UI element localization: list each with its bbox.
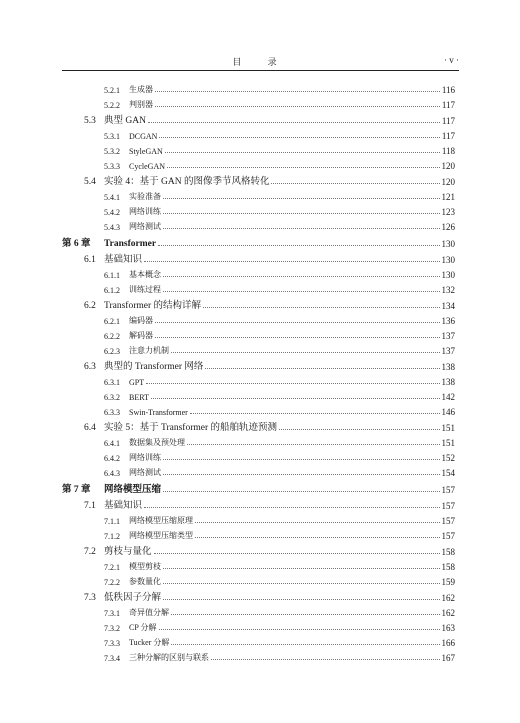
toc-entry-page: 116 — [441, 85, 455, 95]
toc-section-entry[interactable] — [62, 171, 455, 187]
toc-entry-number: 第 7 章 — [62, 485, 91, 495]
toc-entry-page: 120 — [441, 161, 455, 171]
toc-entry-page: 158 — [441, 562, 455, 572]
toc-leader-dots — [211, 659, 440, 660]
toc-leader-dots — [163, 568, 440, 569]
toc-entry-title: 网络训练 — [129, 207, 161, 216]
toc-leader-dots — [163, 213, 440, 214]
toc-entry-page: 130 — [441, 255, 455, 265]
toc-entry-number: 6.4.1 — [104, 439, 120, 448]
toc-subsection-entry[interactable] — [62, 433, 455, 448]
toc-entry-number: 6.2 — [84, 301, 96, 311]
toc-entry-number: 5.3.2 — [104, 147, 120, 156]
toc-subsection-entry[interactable] — [62, 141, 455, 156]
toc-entry-title: Transformer 的结构详解 — [104, 301, 202, 311]
toc-entry-page: 138 — [441, 362, 455, 372]
toc-entry-number: 6.4 — [84, 423, 96, 433]
toc-entry-number: 6.2.1 — [104, 317, 120, 326]
toc-entry-title: 网络测试 — [129, 468, 161, 477]
toc-entry-number: 7.1.2 — [104, 532, 120, 541]
toc-entry-page: 137 — [441, 346, 455, 356]
toc-subsection-entry[interactable] — [62, 80, 455, 95]
toc-entry-title: 基础知识 — [104, 501, 143, 511]
toc-entry-page: 157 — [441, 485, 455, 495]
toc-entry-page: 162 — [441, 608, 455, 618]
toc-entry-title: 参数量化 — [129, 577, 161, 586]
toc-entry-title: Transformer — [104, 239, 157, 249]
toc-entry-title: 三种分解的区别与联系 — [129, 653, 209, 662]
toc-entry-page: 130 — [441, 270, 455, 280]
toc-entry-number: 7.1 — [84, 501, 96, 511]
toc-subsection-entry[interactable] — [62, 280, 455, 295]
toc-leader-dots — [151, 398, 440, 399]
toc-entry-number: 7.3.4 — [104, 654, 120, 663]
toc-section-entry[interactable] — [62, 295, 455, 311]
toc-section-entry[interactable] — [62, 587, 455, 603]
toc-entry-title: 网络模型压缩 — [104, 485, 162, 495]
toc-subsection-entry[interactable] — [62, 217, 455, 232]
toc-entry-number: 7.3.3 — [104, 639, 120, 648]
toc-entry-title: 模型剪枝 — [129, 562, 161, 571]
toc-subsection-entry[interactable] — [62, 463, 455, 478]
toc-entry-title: 基础知识 — [104, 255, 143, 265]
toc-entry-page: 142 — [441, 392, 455, 402]
toc-subsection-entry[interactable] — [62, 372, 455, 387]
toc-entry-title: 训练过程 — [129, 285, 161, 294]
toc-entry-page: 163 — [441, 623, 455, 633]
toc-entry-title: DCGAN — [129, 132, 158, 141]
toc-leader-dots — [187, 444, 440, 445]
toc-subsection-entry[interactable] — [62, 202, 455, 217]
toc-leader-dots — [159, 137, 439, 138]
toc-entry-title: 典型 GAN — [104, 116, 146, 126]
toc-subsection-entry[interactable] — [62, 402, 455, 417]
table-of-contents — [62, 80, 455, 663]
toc-leader-dots — [159, 629, 440, 630]
toc-entry-number: 6.3.1 — [104, 378, 120, 387]
toc-subsection-entry[interactable] — [62, 265, 455, 280]
toc-entry-title: 基本概念 — [129, 270, 161, 279]
toc-entry-page: 146 — [441, 407, 455, 417]
toc-subsection-entry[interactable] — [62, 603, 455, 618]
toc-leader-dots — [163, 491, 439, 492]
toc-leader-dots — [155, 91, 440, 92]
toc-section-entry[interactable] — [62, 249, 455, 265]
toc-subsection-entry[interactable] — [62, 387, 455, 402]
page-header — [62, 55, 459, 69]
toc-subsection-entry[interactable] — [62, 633, 455, 648]
toc-entry-page: 157 — [441, 531, 455, 541]
toc-entry-page: 126 — [441, 222, 455, 232]
toc-leader-dots — [163, 276, 440, 277]
toc-entry-number: 7.3 — [84, 593, 96, 603]
toc-entry-title: Swin-Transformer — [129, 408, 188, 417]
toc-subsection-entry[interactable] — [62, 511, 455, 526]
toc-leader-dots — [279, 429, 439, 430]
toc-leader-dots — [144, 261, 439, 262]
toc-entry-number: 5.4.3 — [104, 223, 120, 232]
toc-entry-title: 生成器 — [129, 85, 153, 94]
toc-entry-page: 137 — [441, 331, 455, 341]
toc-entry-title: 低秩因子分解 — [104, 593, 162, 603]
toc-entry-number: 6.3.3 — [104, 408, 120, 417]
toc-entry-number: 7.3.2 — [104, 624, 120, 633]
toc-entry-number: 6.2.3 — [104, 347, 120, 356]
toc-entry-page: 117 — [441, 131, 455, 141]
toc-leader-dots — [195, 522, 440, 523]
toc-entry-title: 网络训练 — [129, 453, 161, 462]
toc-section-entry[interactable] — [62, 541, 455, 557]
toc-leader-dots — [195, 537, 440, 538]
toc-entry-page: 154 — [441, 468, 455, 478]
toc-subsection-entry[interactable] — [62, 126, 455, 141]
toc-subsection-entry[interactable] — [62, 311, 455, 326]
toc-entry-number: 5.4.1 — [104, 193, 120, 202]
toc-entry-number: 5.2.2 — [104, 101, 120, 110]
toc-subsection-entry[interactable] — [62, 95, 455, 110]
toc-entry-number: 6.1.1 — [104, 271, 120, 280]
toc-leader-dots — [163, 474, 440, 475]
toc-entry-number: 7.2.1 — [104, 563, 120, 572]
toc-leader-dots — [155, 106, 440, 107]
toc-entry-title: 解码器 — [129, 331, 153, 340]
toc-leader-dots — [190, 413, 440, 414]
toc-entry-title: 实验准备 — [129, 192, 161, 201]
toc-entry-page: 123 — [441, 207, 455, 217]
toc-leader-dots — [205, 368, 439, 369]
toc-subsection-entry[interactable] — [62, 648, 455, 663]
toc-entry-number: 6.1.2 — [104, 286, 120, 295]
toc-entry-number: 5.3.1 — [104, 132, 120, 141]
toc-entry-title: CycleGAN — [129, 162, 165, 171]
toc-subsection-entry[interactable] — [62, 526, 455, 541]
toc-entry-number: 7.3.1 — [104, 609, 120, 618]
toc-entry-number: 6.3 — [84, 362, 96, 372]
toc-entry-title: 实验 4：基于 GAN 的图像季节风格转化 — [104, 177, 270, 187]
toc-entry-number: 5.4.2 — [104, 208, 120, 217]
toc-entry-number: 5.4 — [84, 177, 96, 187]
toc-subsection-entry[interactable] — [62, 341, 455, 356]
toc-leader-dots — [163, 228, 440, 229]
toc-section-entry[interactable] — [62, 417, 455, 433]
header-title: 目 录 — [232, 57, 289, 67]
toc-entry-number: 7.2 — [84, 547, 96, 557]
toc-entry-page: 118 — [441, 146, 455, 156]
toc-leader-dots — [163, 291, 440, 292]
toc-leader-dots — [154, 553, 440, 554]
toc-entry-title: 奇异值分解 — [129, 608, 169, 617]
toc-entry-number: 6.2.2 — [104, 332, 120, 341]
toc-entry-page: 151 — [441, 423, 455, 433]
toc-leader-dots — [163, 459, 440, 460]
header-rule — [62, 70, 459, 71]
toc-entry-number: 6.4.2 — [104, 454, 120, 463]
toc-entry-page: 152 — [441, 453, 455, 463]
toc-entry-page: 158 — [441, 547, 455, 557]
toc-entry-title: 实验 5：基于 Transformer 的船舶轨迹预测 — [104, 423, 278, 433]
toc-entry-page: 120 — [441, 177, 455, 187]
toc-leader-dots — [271, 183, 439, 184]
toc-leader-dots — [163, 198, 440, 199]
toc-chapter-entry[interactable] — [62, 478, 455, 495]
toc-entry-page: 157 — [441, 501, 455, 511]
toc-entry-title: BERT — [129, 393, 149, 402]
toc-subsection-entry[interactable] — [62, 557, 455, 572]
toc-entry-title: 数据集及预处理 — [129, 438, 185, 447]
toc-entry-page: 167 — [441, 653, 455, 663]
toc-entry-page: 134 — [441, 301, 455, 311]
toc-entry-page: 151 — [441, 438, 455, 448]
toc-subsection-entry[interactable] — [62, 618, 455, 633]
toc-entry-title: 判别器 — [129, 100, 153, 109]
toc-entry-number: 7.1.1 — [104, 517, 120, 526]
toc-subsection-entry[interactable] — [62, 448, 455, 463]
toc-entry-number: 5.3 — [84, 116, 96, 126]
toc-entry-title: 网络模型压缩类型 — [129, 531, 193, 540]
toc-entry-page: 121 — [441, 192, 455, 202]
toc-entry-page: 159 — [441, 577, 455, 587]
toc-section-entry[interactable] — [62, 495, 455, 511]
toc-entry-page: 166 — [441, 638, 455, 648]
toc-entry-number: 6.4.3 — [104, 469, 120, 478]
toc-leader-dots — [171, 352, 440, 353]
toc-entry-page: 162 — [441, 593, 455, 603]
toc-entry-title: CP 分解 — [129, 623, 157, 632]
toc-subsection-entry[interactable] — [62, 326, 455, 341]
toc-entry-page: 130 — [441, 239, 455, 249]
toc-entry-number: 6.1 — [84, 255, 96, 265]
toc-section-entry[interactable] — [62, 110, 455, 126]
toc-subsection-entry[interactable] — [62, 187, 455, 202]
header-page-number: · v · — [444, 55, 459, 65]
toc-entry-title: 编码器 — [129, 316, 153, 325]
toc-entry-title: StyleGAN — [129, 147, 163, 156]
toc-entry-page: 117 — [441, 100, 455, 110]
toc-entry-number: 6.3.2 — [104, 393, 120, 402]
toc-entry-number: 5.2.1 — [104, 86, 120, 95]
toc-entry-title: 典型的 Transformer 网络 — [104, 362, 204, 372]
toc-entry-number: 第 6 章 — [62, 239, 91, 249]
toc-leader-dots — [155, 337, 440, 338]
toc-entry-number: 7.2.2 — [104, 578, 120, 587]
toc-leader-dots — [163, 583, 440, 584]
toc-entry-page: 157 — [441, 516, 455, 526]
toc-leader-dots — [146, 383, 439, 384]
toc-entry-title: GPT — [129, 378, 145, 387]
toc-section-entry[interactable] — [62, 356, 455, 372]
toc-entry-title: 网络测试 — [129, 222, 161, 231]
toc-leader-dots — [158, 245, 439, 246]
toc-leader-dots — [203, 307, 439, 308]
toc-leader-dots — [171, 614, 440, 615]
toc-entry-page: 136 — [441, 316, 455, 326]
toc-entry-title: Tucker 分解 — [129, 638, 170, 647]
toc-leader-dots — [165, 152, 440, 153]
toc-subsection-entry[interactable] — [62, 572, 455, 587]
toc-chapter-entry[interactable] — [62, 232, 455, 249]
toc-entry-title: 剪枝与量化 — [104, 547, 152, 557]
toc-leader-dots — [163, 599, 439, 600]
toc-leader-dots — [171, 644, 439, 645]
toc-leader-dots — [167, 167, 440, 168]
toc-entry-page: 138 — [441, 377, 455, 387]
toc-entry-page: 132 — [441, 285, 455, 295]
toc-entry-title: 网络模型压缩原理 — [129, 516, 193, 525]
toc-leader-dots — [148, 122, 440, 123]
toc-entry-title: 注意力机制 — [129, 346, 169, 355]
toc-leader-dots — [144, 507, 439, 508]
toc-entry-page: 117 — [441, 116, 455, 126]
toc-entry-number: 5.3.3 — [104, 162, 120, 171]
toc-leader-dots — [155, 322, 440, 323]
toc-subsection-entry[interactable] — [62, 156, 455, 171]
